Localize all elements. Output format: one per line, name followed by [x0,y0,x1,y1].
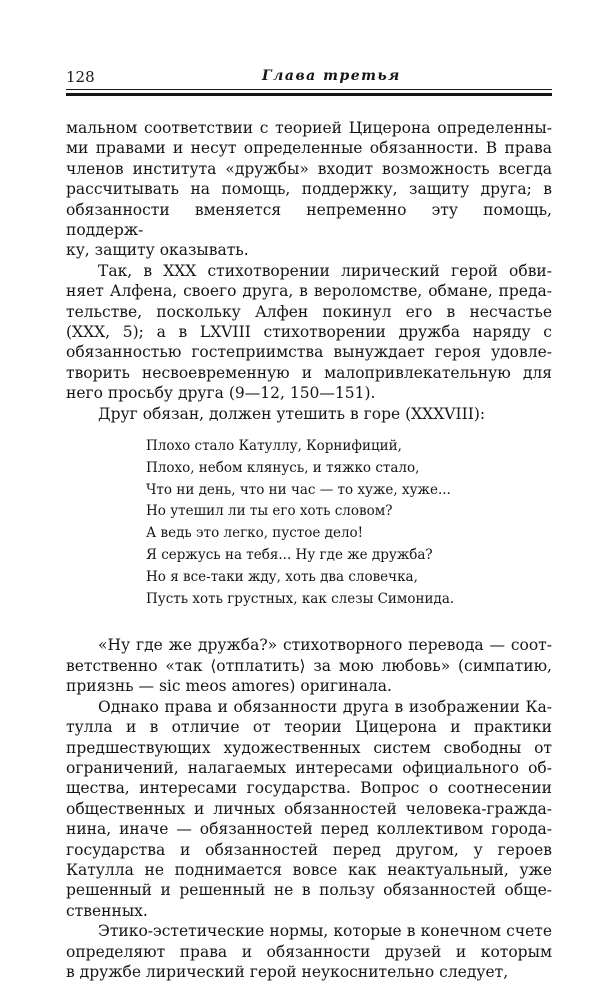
paragraphs-before-poem [66,118,552,424]
text-line: ми правами и несут определенные обязанности. В права [66,139,552,158]
poem-line: Я сержусь на тебя... Ну где же дружба? [146,547,433,564]
text-line: Друг обязан, должен утешить в горе (XXXVIII): [98,404,486,423]
poem-line: Плохо стало Катуллу, Корнифиций, [146,438,402,455]
poem-quote [146,436,552,610]
chapter-title: Глава третья [262,68,401,84]
text-line: творить несвоевременную и малопривлекательную для [66,363,552,382]
text-line: Однако права и обязанности друга в изображении Ка- [98,697,552,716]
poem-line: Плохо, небом клянусь, и тяжко стало, [146,459,420,476]
text-line: общественных и личных обязанностей человека-граждa- [66,799,552,818]
text-line: обязанностью гостеприимства вынуждает героя удовле- [66,343,552,362]
body-text [66,118,552,982]
poem-line: Но я все-таки жду, хоть два словечка, [146,568,418,585]
text-line: определяют права и обязанности друзей и которым [66,942,552,961]
header-rule-thin [66,89,552,90]
text-line: щества, интересами государства. Вопрос о соотнесении [66,779,552,798]
text-line: Катулла не поднимается вовсе как неактуальный, уже [66,860,552,879]
text-line: предшествующих художественных систем свободны от [66,738,552,757]
text-line: (XXX, 5); а в LXVIII стихотворении дружба наряду с [66,323,552,342]
text-line: тулла и в отличие от теории Цицерона и практики [66,718,552,737]
text-line: государства и обязанностей перед другом, у героев [66,840,552,859]
header-rule-thick [66,93,552,96]
text-line: ственных. [66,901,148,920]
text-line: ветственно «так ⟨отплатить⟩ за мою любовь» (симпатию, [66,656,552,675]
paragraphs-after-poem [66,635,552,982]
running-header [66,68,552,90]
text-line: в дружбе лирический герой неукоснительно следует, [66,962,509,981]
poem-line: Что ни день, что ни час — то хуже, хуже... [146,481,451,498]
text-line: Этико-эстетические нормы, которые в конечном счете [98,922,552,941]
text-line: мальном соответствии с теорией Цицерона определенны- [66,119,552,137]
poem-line: А ведь это легко, пустое дело! [146,525,364,542]
text-line: обязанности вменяется непременно эту помощь, поддерж- [66,200,552,240]
text-line: решенный и решенный не в пользу обязанностей обще- [66,881,552,900]
text-line: ку, защиту оказывать. [66,241,249,260]
text-line: «Ну где же дружба?» стихотворного перевода — соот- [98,636,552,655]
text-line: рассчитывать на помощь, поддержку, защиту друга; в [66,180,552,199]
text-line: Так, в XXX стихотворении лирический герой обви- [98,261,552,280]
text-line: ограничений, налагаемых интересами официального об- [66,758,552,777]
page-number: 128 [66,68,95,86]
text-line: приязнь — sic meos amores) оригинала. [66,677,392,696]
text-line: нина, иначе — обязанностей перед коллективом города- [66,820,552,839]
text-line: няет Алфена, своего друга, в вероломстве, обмане, преда- [66,282,552,301]
text-line: него просьбу друга (9—12, 150—151). [66,384,376,403]
poem-line: Пусть хоть грустных, как слезы Симонида. [146,590,455,607]
text-line: членов института «дружбы» входит возможность всегда [66,159,552,178]
text-line: тельстве, поскольку Алфен покинул его в несчастье [66,302,552,321]
poem-line: Но утешил ли ты его хоть словом? [146,503,393,520]
